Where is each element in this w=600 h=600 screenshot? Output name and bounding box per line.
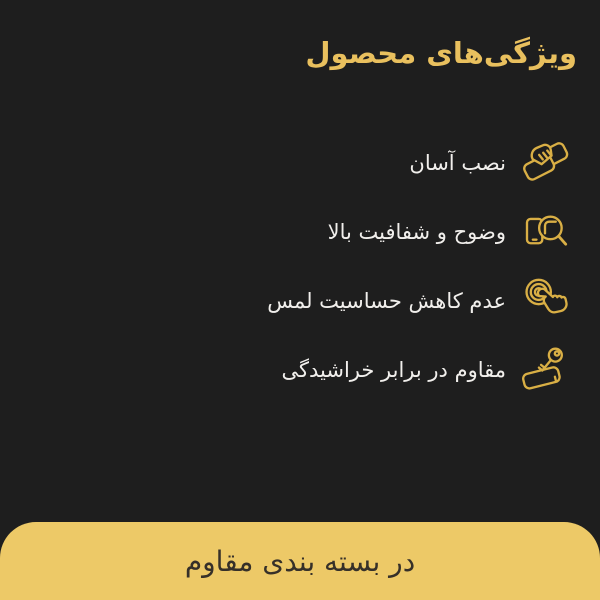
feature-label: مقاوم در برابر خراشیدگی bbox=[281, 357, 506, 382]
feature-item-clarity bbox=[267, 197, 572, 266]
feature-label: عدم کاهش حساسیت لمس bbox=[267, 288, 506, 313]
feature-item-scratch-resistant bbox=[267, 335, 572, 404]
feature-label: وضوح و شفافیت بالا bbox=[327, 219, 506, 244]
key-scratch-icon bbox=[518, 343, 572, 397]
feature-item-easy-install bbox=[267, 128, 572, 197]
feature-list bbox=[267, 128, 572, 404]
feature-label: نصب آسان bbox=[409, 150, 506, 175]
page-title: ویژگی‌های محصول bbox=[305, 36, 577, 70]
banner-label: در بسته بندی مقاوم bbox=[184, 544, 416, 578]
packaging-banner bbox=[0, 522, 600, 600]
feature-item-touch-sensitivity bbox=[267, 266, 572, 335]
touch-tap-icon bbox=[518, 274, 572, 328]
apply-film-icon bbox=[518, 136, 572, 190]
magnifier-phone-icon bbox=[518, 205, 572, 259]
